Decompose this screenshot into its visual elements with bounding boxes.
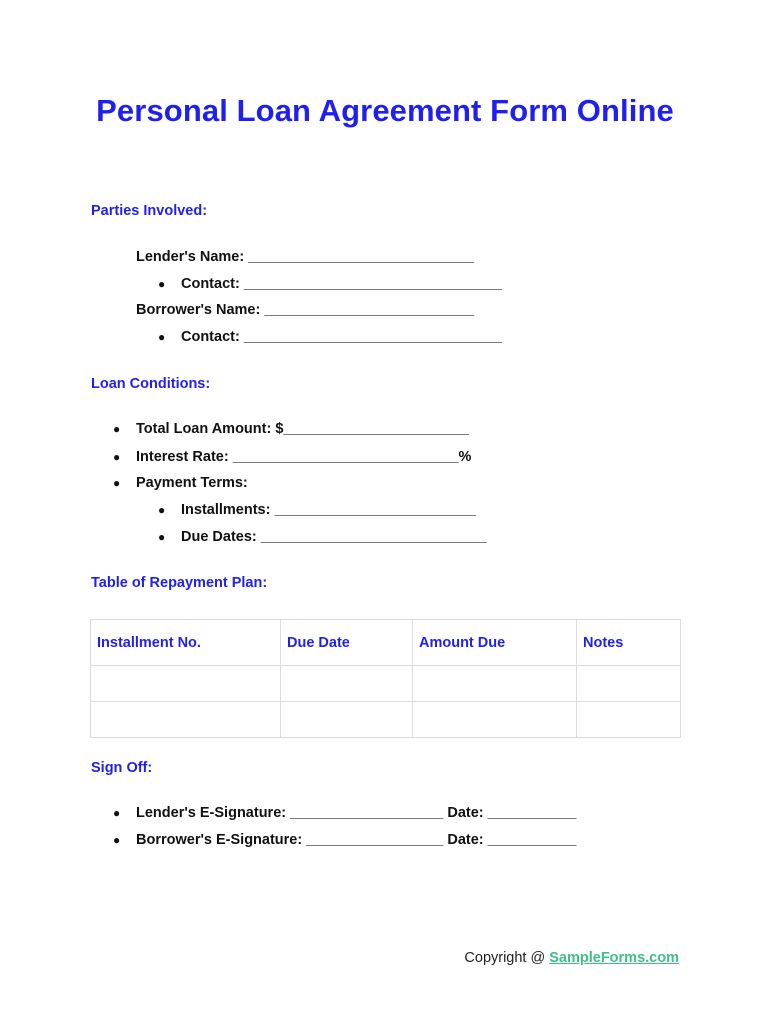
parties-heading: Parties Involved:	[91, 203, 208, 219]
bullet-icon: ●	[113, 833, 121, 847]
column-header-due-date: Due Date	[281, 620, 413, 666]
brand-link[interactable]: SampleForms.com	[549, 950, 679, 966]
table-header-row	[91, 620, 681, 666]
signoff-heading: Sign Off:	[91, 760, 153, 776]
payment-terms-label: Payment Terms:	[136, 475, 248, 491]
repayment-table	[90, 619, 681, 738]
installments-field[interactable]: Installments: _________________________	[181, 502, 477, 518]
table-cell[interactable]	[577, 702, 681, 738]
table-row	[91, 702, 681, 738]
loan-heading: Loan Conditions:	[91, 376, 211, 392]
bullet-icon: ●	[113, 476, 121, 490]
table-cell[interactable]	[281, 702, 413, 738]
bullet-icon: ●	[158, 503, 166, 517]
bullet-icon: ●	[113, 806, 121, 820]
bullet-icon: ●	[158, 530, 166, 544]
interest-rate-field[interactable]: Interest Rate: ____________________________%	[136, 449, 472, 465]
table-cell[interactable]	[577, 666, 681, 702]
borrower-signature-field[interactable]: Borrower's E-Signature: _________________ Date: ___________	[136, 832, 577, 848]
copyright-footer	[464, 950, 679, 966]
lender-signature-field[interactable]: Lender's E-Signature: ___________________ Date: ___________	[136, 805, 577, 821]
column-header-notes: Notes	[577, 620, 681, 666]
page-title: Personal Loan Agreement Form Online	[96, 93, 674, 128]
table-row	[91, 666, 681, 702]
total-amount-field[interactable]: Total Loan Amount: $_______________________	[136, 421, 469, 437]
lender-name-field[interactable]: Lender's Name: ____________________________	[136, 249, 475, 265]
bullet-icon: ●	[113, 450, 121, 464]
borrower-contact-field[interactable]: Contact: ________________________________	[181, 329, 502, 345]
table-cell[interactable]	[91, 666, 281, 702]
bullet-icon: ●	[113, 422, 121, 436]
copyright-text: Copyright @	[464, 950, 550, 966]
repayment-heading: Table of Repayment Plan:	[91, 575, 268, 591]
lender-contact-field[interactable]: Contact: ________________________________	[181, 276, 502, 292]
column-header-installment: Installment No.	[91, 620, 281, 666]
due-dates-field[interactable]: Due Dates: ____________________________	[181, 529, 487, 545]
column-header-amount-due: Amount Due	[413, 620, 577, 666]
bullet-icon: ●	[158, 330, 166, 344]
table-cell[interactable]	[413, 702, 577, 738]
table-cell[interactable]	[91, 702, 281, 738]
bullet-icon: ●	[158, 277, 166, 291]
borrower-name-field[interactable]: Borrower's Name: __________________________	[136, 302, 475, 318]
table-cell[interactable]	[281, 666, 413, 702]
table-cell[interactable]	[413, 666, 577, 702]
